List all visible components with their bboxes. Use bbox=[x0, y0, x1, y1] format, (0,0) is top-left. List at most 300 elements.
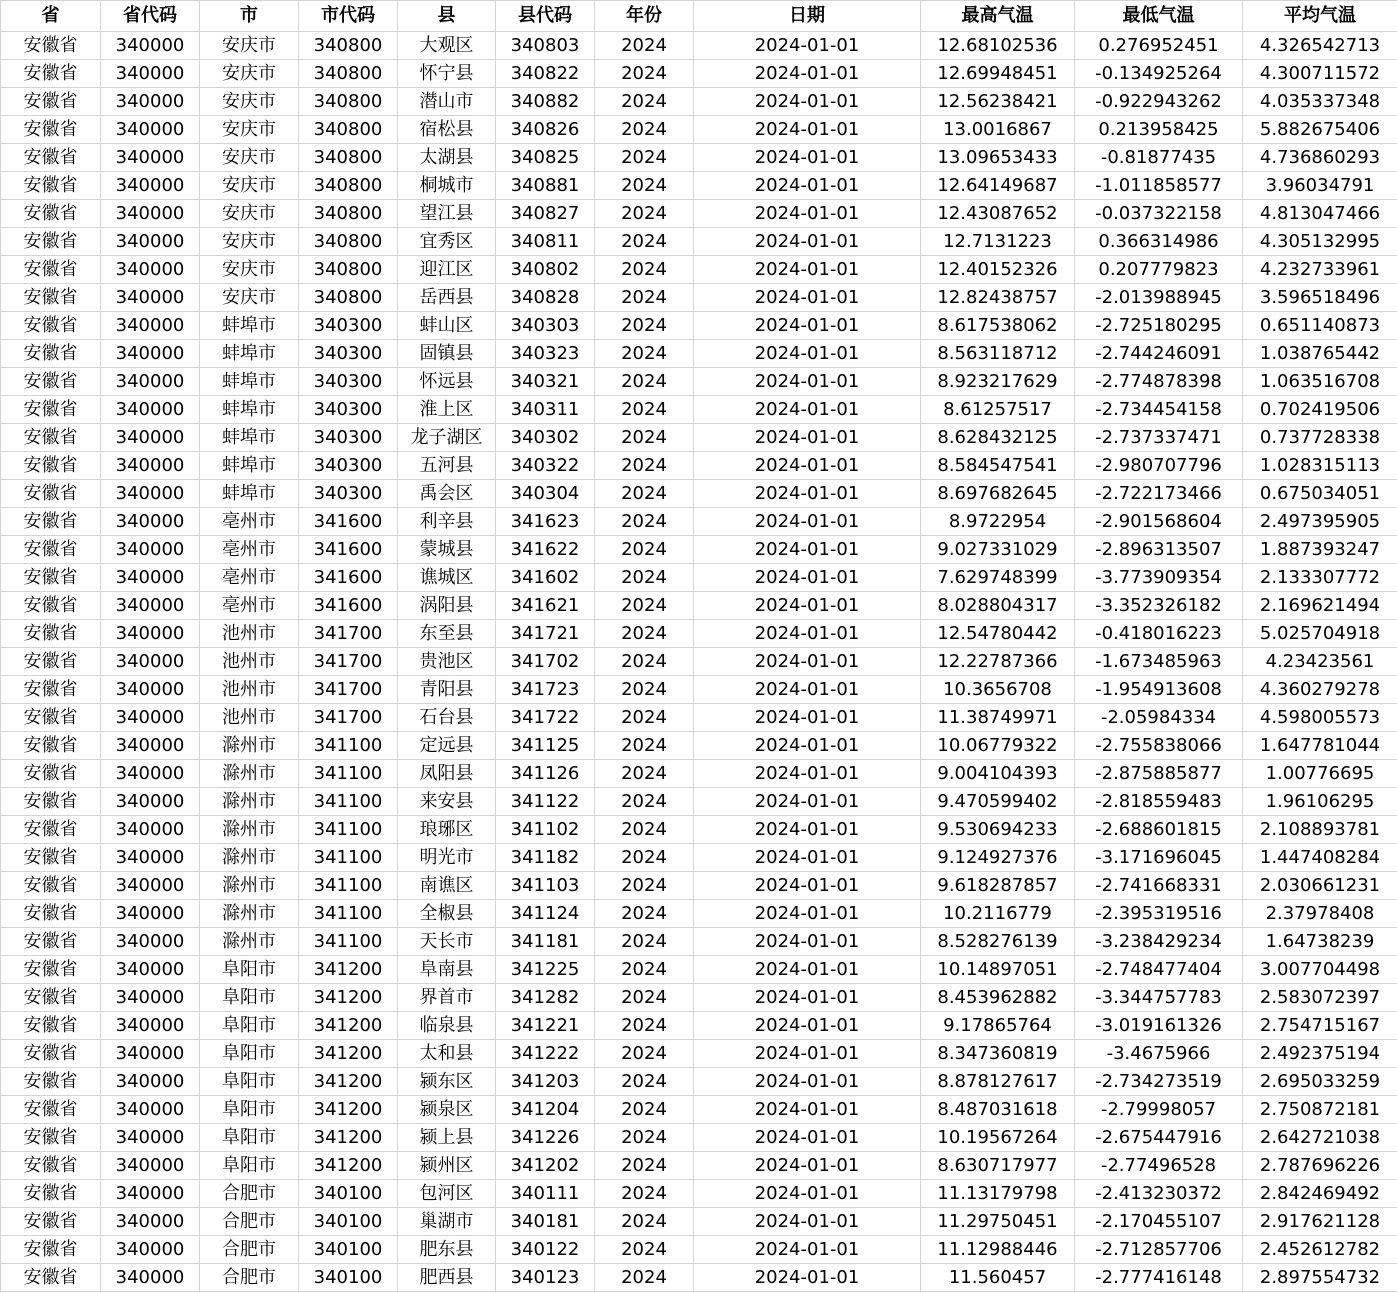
cell-min-temp[interactable]: -2.79998057 bbox=[1075, 1096, 1243, 1124]
cell-avg-temp[interactable]: 2.897554732 bbox=[1243, 1264, 1397, 1292]
cell-province-code[interactable]: 340000 bbox=[101, 984, 200, 1012]
cell-max-temp[interactable]: 12.54780442 bbox=[921, 620, 1075, 648]
cell-city[interactable]: 滁州市 bbox=[200, 788, 299, 816]
cell-max-temp[interactable]: 8.617538062 bbox=[921, 312, 1075, 340]
cell-county[interactable]: 贵池区 bbox=[398, 648, 496, 676]
cell-date[interactable]: 2024-01-01 bbox=[694, 1236, 921, 1264]
cell-city-code[interactable]: 340300 bbox=[299, 340, 398, 368]
cell-county[interactable]: 宜秀区 bbox=[398, 228, 496, 256]
cell-min-temp[interactable]: -2.896313507 bbox=[1075, 536, 1243, 564]
cell-min-temp[interactable]: -2.741668331 bbox=[1075, 872, 1243, 900]
cell-date[interactable]: 2024-01-01 bbox=[694, 984, 921, 1012]
cell-city-code[interactable]: 341700 bbox=[299, 620, 398, 648]
cell-province[interactable]: 安徽省 bbox=[1, 1096, 101, 1124]
cell-province[interactable]: 安徽省 bbox=[1, 88, 101, 116]
cell-city[interactable]: 安庆市 bbox=[200, 172, 299, 200]
cell-city[interactable]: 安庆市 bbox=[200, 284, 299, 312]
cell-date[interactable]: 2024-01-01 bbox=[694, 956, 921, 984]
column-header-province[interactable]: 省 bbox=[1, 1, 101, 32]
cell-year[interactable]: 2024 bbox=[595, 900, 694, 928]
cell-city-code[interactable]: 340100 bbox=[299, 1264, 398, 1292]
cell-province-code[interactable]: 340000 bbox=[101, 60, 200, 88]
cell-avg-temp[interactable]: 4.23423561 bbox=[1243, 648, 1397, 676]
cell-year[interactable]: 2024 bbox=[595, 760, 694, 788]
cell-avg-temp[interactable]: 0.651140873 bbox=[1243, 312, 1397, 340]
column-header-county-code[interactable]: 县代码 bbox=[496, 1, 595, 32]
cell-province[interactable]: 安徽省 bbox=[1, 1012, 101, 1040]
cell-city-code[interactable]: 340800 bbox=[299, 284, 398, 312]
cell-avg-temp[interactable]: 4.736860293 bbox=[1243, 144, 1397, 172]
cell-avg-temp[interactable]: 1.063516708 bbox=[1243, 368, 1397, 396]
cell-avg-temp[interactable]: 2.842469492 bbox=[1243, 1180, 1397, 1208]
cell-date[interactable]: 2024-01-01 bbox=[694, 928, 921, 956]
cell-province[interactable]: 安徽省 bbox=[1, 1180, 101, 1208]
cell-city[interactable]: 滁州市 bbox=[200, 844, 299, 872]
cell-year[interactable]: 2024 bbox=[595, 172, 694, 200]
cell-avg-temp[interactable]: 2.37978408 bbox=[1243, 900, 1397, 928]
cell-county[interactable]: 巢湖市 bbox=[398, 1208, 496, 1236]
cell-county-code[interactable]: 341203 bbox=[496, 1068, 595, 1096]
cell-min-temp[interactable]: -2.748477404 bbox=[1075, 956, 1243, 984]
cell-city[interactable]: 池州市 bbox=[200, 704, 299, 732]
cell-city[interactable]: 安庆市 bbox=[200, 200, 299, 228]
cell-city[interactable]: 亳州市 bbox=[200, 592, 299, 620]
cell-county[interactable]: 岳西县 bbox=[398, 284, 496, 312]
column-header-city-code[interactable]: 市代码 bbox=[299, 1, 398, 32]
cell-avg-temp[interactable]: 2.695033259 bbox=[1243, 1068, 1397, 1096]
cell-city[interactable]: 滁州市 bbox=[200, 732, 299, 760]
cell-avg-temp[interactable]: 4.035337348 bbox=[1243, 88, 1397, 116]
cell-min-temp[interactable]: -0.134925264 bbox=[1075, 60, 1243, 88]
cell-date[interactable]: 2024-01-01 bbox=[694, 1124, 921, 1152]
column-header-county[interactable]: 县 bbox=[398, 1, 496, 32]
cell-max-temp[interactable]: 8.628432125 bbox=[921, 424, 1075, 452]
cell-max-temp[interactable]: 12.68102536 bbox=[921, 32, 1075, 60]
cell-province[interactable]: 安徽省 bbox=[1, 60, 101, 88]
cell-county[interactable]: 包河区 bbox=[398, 1180, 496, 1208]
cell-date[interactable]: 2024-01-01 bbox=[694, 816, 921, 844]
cell-min-temp[interactable]: -0.81877435 bbox=[1075, 144, 1243, 172]
cell-max-temp[interactable]: 13.0016867 bbox=[921, 116, 1075, 144]
cell-county-code[interactable]: 341702 bbox=[496, 648, 595, 676]
cell-date[interactable]: 2024-01-01 bbox=[694, 564, 921, 592]
cell-city[interactable]: 安庆市 bbox=[200, 116, 299, 144]
cell-max-temp[interactable]: 10.2116779 bbox=[921, 900, 1075, 928]
cell-province[interactable]: 安徽省 bbox=[1, 1208, 101, 1236]
cell-city-code[interactable]: 340300 bbox=[299, 396, 398, 424]
cell-min-temp[interactable]: 0.207779823 bbox=[1075, 256, 1243, 284]
cell-city-code[interactable]: 340100 bbox=[299, 1180, 398, 1208]
cell-year[interactable]: 2024 bbox=[595, 704, 694, 732]
cell-province-code[interactable]: 340000 bbox=[101, 88, 200, 116]
cell-province[interactable]: 安徽省 bbox=[1, 144, 101, 172]
cell-min-temp[interactable]: -0.922943262 bbox=[1075, 88, 1243, 116]
cell-county-code[interactable]: 340828 bbox=[496, 284, 595, 312]
cell-county-code[interactable]: 341721 bbox=[496, 620, 595, 648]
cell-province-code[interactable]: 340000 bbox=[101, 1096, 200, 1124]
cell-county[interactable]: 青阳县 bbox=[398, 676, 496, 704]
cell-avg-temp[interactable]: 1.038765442 bbox=[1243, 340, 1397, 368]
cell-county-code[interactable]: 341282 bbox=[496, 984, 595, 1012]
cell-province[interactable]: 安徽省 bbox=[1, 984, 101, 1012]
cell-avg-temp[interactable]: 4.232733961 bbox=[1243, 256, 1397, 284]
cell-year[interactable]: 2024 bbox=[595, 564, 694, 592]
cell-county[interactable]: 临泉县 bbox=[398, 1012, 496, 1040]
cell-min-temp[interactable]: -1.954913608 bbox=[1075, 676, 1243, 704]
cell-county[interactable]: 涡阳县 bbox=[398, 592, 496, 620]
cell-city-code[interactable]: 341600 bbox=[299, 592, 398, 620]
cell-max-temp[interactable]: 8.487031618 bbox=[921, 1096, 1075, 1124]
cell-year[interactable]: 2024 bbox=[595, 368, 694, 396]
cell-min-temp[interactable]: -2.777416148 bbox=[1075, 1264, 1243, 1292]
cell-city[interactable]: 合肥市 bbox=[200, 1236, 299, 1264]
cell-year[interactable]: 2024 bbox=[595, 1180, 694, 1208]
cell-date[interactable]: 2024-01-01 bbox=[694, 1152, 921, 1180]
cell-year[interactable]: 2024 bbox=[595, 200, 694, 228]
cell-county-code[interactable]: 341125 bbox=[496, 732, 595, 760]
cell-min-temp[interactable]: 0.213958425 bbox=[1075, 116, 1243, 144]
cell-county-code[interactable]: 341102 bbox=[496, 816, 595, 844]
cell-county[interactable]: 全椒县 bbox=[398, 900, 496, 928]
cell-avg-temp[interactable]: 0.737728338 bbox=[1243, 424, 1397, 452]
cell-province[interactable]: 安徽省 bbox=[1, 592, 101, 620]
cell-province-code[interactable]: 340000 bbox=[101, 256, 200, 284]
cell-province[interactable]: 安徽省 bbox=[1, 424, 101, 452]
cell-year[interactable]: 2024 bbox=[595, 1152, 694, 1180]
cell-avg-temp[interactable]: 2.169621494 bbox=[1243, 592, 1397, 620]
cell-province-code[interactable]: 340000 bbox=[101, 788, 200, 816]
cell-province-code[interactable]: 340000 bbox=[101, 592, 200, 620]
cell-max-temp[interactable]: 12.64149687 bbox=[921, 172, 1075, 200]
cell-province[interactable]: 安徽省 bbox=[1, 284, 101, 312]
cell-city-code[interactable]: 340300 bbox=[299, 312, 398, 340]
cell-max-temp[interactable]: 10.19567264 bbox=[921, 1124, 1075, 1152]
cell-province[interactable]: 安徽省 bbox=[1, 452, 101, 480]
cell-province-code[interactable]: 340000 bbox=[101, 452, 200, 480]
cell-max-temp[interactable]: 13.09653433 bbox=[921, 144, 1075, 172]
cell-year[interactable]: 2024 bbox=[595, 676, 694, 704]
cell-city[interactable]: 安庆市 bbox=[200, 60, 299, 88]
cell-province[interactable]: 安徽省 bbox=[1, 256, 101, 284]
cell-province-code[interactable]: 340000 bbox=[101, 144, 200, 172]
cell-city[interactable]: 蚌埠市 bbox=[200, 368, 299, 396]
cell-province-code[interactable]: 340000 bbox=[101, 1152, 200, 1180]
cell-max-temp[interactable]: 9.17865764 bbox=[921, 1012, 1075, 1040]
cell-year[interactable]: 2024 bbox=[595, 816, 694, 844]
cell-min-temp[interactable]: -2.875885877 bbox=[1075, 760, 1243, 788]
cell-province[interactable]: 安徽省 bbox=[1, 928, 101, 956]
column-header-date[interactable]: 日期 bbox=[694, 1, 921, 32]
cell-province[interactable]: 安徽省 bbox=[1, 620, 101, 648]
cell-province[interactable]: 安徽省 bbox=[1, 396, 101, 424]
cell-province-code[interactable]: 340000 bbox=[101, 396, 200, 424]
cell-county[interactable]: 来安县 bbox=[398, 788, 496, 816]
cell-province[interactable]: 安徽省 bbox=[1, 1236, 101, 1264]
cell-province[interactable]: 安徽省 bbox=[1, 788, 101, 816]
cell-province[interactable]: 安徽省 bbox=[1, 172, 101, 200]
cell-min-temp[interactable]: -2.737337471 bbox=[1075, 424, 1243, 452]
cell-min-temp[interactable]: -2.744246091 bbox=[1075, 340, 1243, 368]
cell-avg-temp[interactable]: 4.360279278 bbox=[1243, 676, 1397, 704]
cell-avg-temp[interactable]: 2.787696226 bbox=[1243, 1152, 1397, 1180]
cell-max-temp[interactable]: 12.56238421 bbox=[921, 88, 1075, 116]
cell-county[interactable]: 南谯区 bbox=[398, 872, 496, 900]
cell-city-code[interactable]: 340100 bbox=[299, 1208, 398, 1236]
cell-avg-temp[interactable]: 1.447408284 bbox=[1243, 844, 1397, 872]
cell-year[interactable]: 2024 bbox=[595, 480, 694, 508]
cell-city[interactable]: 滁州市 bbox=[200, 816, 299, 844]
cell-province[interactable]: 安徽省 bbox=[1, 564, 101, 592]
cell-year[interactable]: 2024 bbox=[595, 1040, 694, 1068]
cell-max-temp[interactable]: 8.61257517 bbox=[921, 396, 1075, 424]
cell-county-code[interactable]: 340825 bbox=[496, 144, 595, 172]
cell-min-temp[interactable]: -2.818559483 bbox=[1075, 788, 1243, 816]
cell-city[interactable]: 阜阳市 bbox=[200, 1096, 299, 1124]
cell-year[interactable]: 2024 bbox=[595, 984, 694, 1012]
cell-max-temp[interactable]: 11.29750451 bbox=[921, 1208, 1075, 1236]
cell-min-temp[interactable]: -2.755838066 bbox=[1075, 732, 1243, 760]
cell-avg-temp[interactable]: 2.133307772 bbox=[1243, 564, 1397, 592]
cell-max-temp[interactable]: 12.69948451 bbox=[921, 60, 1075, 88]
cell-county[interactable]: 阜南县 bbox=[398, 956, 496, 984]
cell-province-code[interactable]: 340000 bbox=[101, 1236, 200, 1264]
cell-max-temp[interactable]: 8.630717977 bbox=[921, 1152, 1075, 1180]
cell-date[interactable]: 2024-01-01 bbox=[694, 480, 921, 508]
cell-county[interactable]: 琅琊区 bbox=[398, 816, 496, 844]
cell-min-temp[interactable]: -2.688601815 bbox=[1075, 816, 1243, 844]
cell-avg-temp[interactable]: 2.497395905 bbox=[1243, 508, 1397, 536]
cell-max-temp[interactable]: 9.470599402 bbox=[921, 788, 1075, 816]
cell-min-temp[interactable]: -2.395319516 bbox=[1075, 900, 1243, 928]
cell-min-temp[interactable]: -2.734454158 bbox=[1075, 396, 1243, 424]
cell-avg-temp[interactable]: 1.96106295 bbox=[1243, 788, 1397, 816]
cell-county-code[interactable]: 341622 bbox=[496, 536, 595, 564]
cell-county-code[interactable]: 341122 bbox=[496, 788, 595, 816]
cell-max-temp[interactable]: 11.13179798 bbox=[921, 1180, 1075, 1208]
cell-city[interactable]: 合肥市 bbox=[200, 1208, 299, 1236]
cell-county-code[interactable]: 341103 bbox=[496, 872, 595, 900]
cell-max-temp[interactable]: 8.528276139 bbox=[921, 928, 1075, 956]
cell-city[interactable]: 滁州市 bbox=[200, 928, 299, 956]
cell-avg-temp[interactable]: 5.882675406 bbox=[1243, 116, 1397, 144]
cell-max-temp[interactable]: 9.618287857 bbox=[921, 872, 1075, 900]
cell-year[interactable]: 2024 bbox=[595, 536, 694, 564]
cell-province[interactable]: 安徽省 bbox=[1, 508, 101, 536]
cell-date[interactable]: 2024-01-01 bbox=[694, 284, 921, 312]
cell-city[interactable]: 蚌埠市 bbox=[200, 424, 299, 452]
cell-city[interactable]: 安庆市 bbox=[200, 32, 299, 60]
cell-year[interactable]: 2024 bbox=[595, 424, 694, 452]
column-header-province-code[interactable]: 省代码 bbox=[101, 1, 200, 32]
cell-year[interactable]: 2024 bbox=[595, 396, 694, 424]
cell-max-temp[interactable]: 12.82438757 bbox=[921, 284, 1075, 312]
cell-county-code[interactable]: 341222 bbox=[496, 1040, 595, 1068]
cell-year[interactable]: 2024 bbox=[595, 256, 694, 284]
cell-province-code[interactable]: 340000 bbox=[101, 200, 200, 228]
cell-province-code[interactable]: 340000 bbox=[101, 760, 200, 788]
cell-province-code[interactable]: 340000 bbox=[101, 424, 200, 452]
cell-province[interactable]: 安徽省 bbox=[1, 32, 101, 60]
cell-city-code[interactable]: 341100 bbox=[299, 732, 398, 760]
cell-city-code[interactable]: 340300 bbox=[299, 424, 398, 452]
cell-province[interactable]: 安徽省 bbox=[1, 1124, 101, 1152]
cell-city[interactable]: 池州市 bbox=[200, 648, 299, 676]
cell-min-temp[interactable]: -1.673485963 bbox=[1075, 648, 1243, 676]
cell-city-code[interactable]: 341200 bbox=[299, 1068, 398, 1096]
cell-city-code[interactable]: 341600 bbox=[299, 508, 398, 536]
cell-avg-temp[interactable]: 3.596518496 bbox=[1243, 284, 1397, 312]
cell-city-code[interactable]: 341100 bbox=[299, 900, 398, 928]
cell-county[interactable]: 肥西县 bbox=[398, 1264, 496, 1292]
cell-city[interactable]: 阜阳市 bbox=[200, 1124, 299, 1152]
cell-city-code[interactable]: 340800 bbox=[299, 200, 398, 228]
cell-county[interactable]: 迎江区 bbox=[398, 256, 496, 284]
cell-min-temp[interactable]: 0.276952451 bbox=[1075, 32, 1243, 60]
cell-province-code[interactable]: 340000 bbox=[101, 872, 200, 900]
cell-province-code[interactable]: 340000 bbox=[101, 1012, 200, 1040]
cell-avg-temp[interactable]: 2.030661231 bbox=[1243, 872, 1397, 900]
column-header-city[interactable]: 市 bbox=[200, 1, 299, 32]
cell-county-code[interactable]: 340822 bbox=[496, 60, 595, 88]
cell-max-temp[interactable]: 10.3656708 bbox=[921, 676, 1075, 704]
cell-city-code[interactable]: 341200 bbox=[299, 1040, 398, 1068]
cell-date[interactable]: 2024-01-01 bbox=[694, 704, 921, 732]
cell-year[interactable]: 2024 bbox=[595, 872, 694, 900]
cell-year[interactable]: 2024 bbox=[595, 928, 694, 956]
column-header-year[interactable]: 年份 bbox=[595, 1, 694, 32]
cell-city[interactable]: 阜阳市 bbox=[200, 1152, 299, 1180]
cell-avg-temp[interactable]: 5.025704918 bbox=[1243, 620, 1397, 648]
cell-min-temp[interactable]: -2.722173466 bbox=[1075, 480, 1243, 508]
cell-province-code[interactable]: 340000 bbox=[101, 732, 200, 760]
cell-date[interactable]: 2024-01-01 bbox=[694, 1040, 921, 1068]
cell-county-code[interactable]: 340881 bbox=[496, 172, 595, 200]
cell-avg-temp[interactable]: 4.813047466 bbox=[1243, 200, 1397, 228]
cell-city[interactable]: 安庆市 bbox=[200, 88, 299, 116]
cell-city-code[interactable]: 341200 bbox=[299, 1124, 398, 1152]
cell-county[interactable]: 石台县 bbox=[398, 704, 496, 732]
cell-county[interactable]: 五河县 bbox=[398, 452, 496, 480]
cell-avg-temp[interactable]: 1.64738239 bbox=[1243, 928, 1397, 956]
cell-county-code[interactable]: 340181 bbox=[496, 1208, 595, 1236]
cell-year[interactable]: 2024 bbox=[595, 732, 694, 760]
cell-city-code[interactable]: 340800 bbox=[299, 256, 398, 284]
cell-max-temp[interactable]: 11.12988446 bbox=[921, 1236, 1075, 1264]
cell-city-code[interactable]: 340800 bbox=[299, 144, 398, 172]
column-header-avg-temp[interactable]: 平均气温 bbox=[1243, 1, 1397, 32]
cell-date[interactable]: 2024-01-01 bbox=[694, 536, 921, 564]
cell-county[interactable]: 太和县 bbox=[398, 1040, 496, 1068]
cell-max-temp[interactable]: 9.530694233 bbox=[921, 816, 1075, 844]
cell-date[interactable]: 2024-01-01 bbox=[694, 1264, 921, 1292]
cell-city[interactable]: 合肥市 bbox=[200, 1264, 299, 1292]
cell-county-code[interactable]: 340302 bbox=[496, 424, 595, 452]
cell-county[interactable]: 宿松县 bbox=[398, 116, 496, 144]
cell-min-temp[interactable]: -2.725180295 bbox=[1075, 312, 1243, 340]
cell-county[interactable]: 利辛县 bbox=[398, 508, 496, 536]
cell-city[interactable]: 滁州市 bbox=[200, 872, 299, 900]
cell-county[interactable]: 界首市 bbox=[398, 984, 496, 1012]
cell-county-code[interactable]: 341124 bbox=[496, 900, 595, 928]
cell-city-code[interactable]: 341100 bbox=[299, 760, 398, 788]
cell-min-temp[interactable]: -3.344757783 bbox=[1075, 984, 1243, 1012]
cell-province-code[interactable]: 340000 bbox=[101, 340, 200, 368]
cell-min-temp[interactable]: -2.013988945 bbox=[1075, 284, 1243, 312]
cell-province-code[interactable]: 340000 bbox=[101, 676, 200, 704]
cell-county[interactable]: 怀远县 bbox=[398, 368, 496, 396]
cell-max-temp[interactable]: 8.923217629 bbox=[921, 368, 1075, 396]
cell-county[interactable]: 蒙城县 bbox=[398, 536, 496, 564]
cell-city[interactable]: 蚌埠市 bbox=[200, 340, 299, 368]
cell-city-code[interactable]: 340300 bbox=[299, 368, 398, 396]
cell-county-code[interactable]: 341182 bbox=[496, 844, 595, 872]
cell-max-temp[interactable]: 10.06779322 bbox=[921, 732, 1075, 760]
cell-county[interactable]: 定远县 bbox=[398, 732, 496, 760]
cell-county[interactable]: 东至县 bbox=[398, 620, 496, 648]
cell-county[interactable]: 禹会区 bbox=[398, 480, 496, 508]
cell-year[interactable]: 2024 bbox=[595, 32, 694, 60]
cell-county[interactable]: 谯城区 bbox=[398, 564, 496, 592]
cell-city-code[interactable]: 341700 bbox=[299, 648, 398, 676]
cell-min-temp[interactable]: -3.4675966 bbox=[1075, 1040, 1243, 1068]
cell-county-code[interactable]: 340826 bbox=[496, 116, 595, 144]
cell-year[interactable]: 2024 bbox=[595, 1208, 694, 1236]
cell-county[interactable]: 颍东区 bbox=[398, 1068, 496, 1096]
cell-province[interactable]: 安徽省 bbox=[1, 1264, 101, 1292]
cell-avg-temp[interactable]: 3.96034791 bbox=[1243, 172, 1397, 200]
cell-county[interactable]: 怀宁县 bbox=[398, 60, 496, 88]
cell-city-code[interactable]: 341600 bbox=[299, 536, 398, 564]
cell-county-code[interactable]: 340123 bbox=[496, 1264, 595, 1292]
cell-city-code[interactable]: 341100 bbox=[299, 844, 398, 872]
cell-avg-temp[interactable]: 0.702419506 bbox=[1243, 396, 1397, 424]
cell-county-code[interactable]: 340111 bbox=[496, 1180, 595, 1208]
cell-city-code[interactable]: 341100 bbox=[299, 788, 398, 816]
cell-county[interactable]: 肥东县 bbox=[398, 1236, 496, 1264]
cell-province[interactable]: 安徽省 bbox=[1, 480, 101, 508]
cell-date[interactable]: 2024-01-01 bbox=[694, 452, 921, 480]
cell-county[interactable]: 潜山市 bbox=[398, 88, 496, 116]
cell-avg-temp[interactable]: 2.917621128 bbox=[1243, 1208, 1397, 1236]
cell-county-code[interactable]: 341221 bbox=[496, 1012, 595, 1040]
cell-city[interactable]: 亳州市 bbox=[200, 564, 299, 592]
cell-avg-temp[interactable]: 1.028315113 bbox=[1243, 452, 1397, 480]
cell-city[interactable]: 蚌埠市 bbox=[200, 396, 299, 424]
cell-province[interactable]: 安徽省 bbox=[1, 676, 101, 704]
cell-city[interactable]: 池州市 bbox=[200, 676, 299, 704]
cell-year[interactable]: 2024 bbox=[595, 340, 694, 368]
cell-city[interactable]: 阜阳市 bbox=[200, 1040, 299, 1068]
cell-city-code[interactable]: 341600 bbox=[299, 564, 398, 592]
cell-avg-temp[interactable]: 2.452612782 bbox=[1243, 1236, 1397, 1264]
cell-province[interactable]: 安徽省 bbox=[1, 1152, 101, 1180]
cell-min-temp[interactable]: 0.366314986 bbox=[1075, 228, 1243, 256]
cell-city-code[interactable]: 341100 bbox=[299, 928, 398, 956]
cell-county[interactable]: 颍泉区 bbox=[398, 1096, 496, 1124]
cell-max-temp[interactable]: 11.560457 bbox=[921, 1264, 1075, 1292]
cell-province-code[interactable]: 340000 bbox=[101, 32, 200, 60]
cell-year[interactable]: 2024 bbox=[595, 1096, 694, 1124]
cell-date[interactable]: 2024-01-01 bbox=[694, 424, 921, 452]
cell-date[interactable]: 2024-01-01 bbox=[694, 760, 921, 788]
cell-county[interactable]: 桐城市 bbox=[398, 172, 496, 200]
cell-city-code[interactable]: 340800 bbox=[299, 116, 398, 144]
cell-date[interactable]: 2024-01-01 bbox=[694, 88, 921, 116]
cell-county[interactable]: 天长市 bbox=[398, 928, 496, 956]
cell-city-code[interactable]: 341200 bbox=[299, 1096, 398, 1124]
cell-city-code[interactable]: 341200 bbox=[299, 1152, 398, 1180]
cell-min-temp[interactable]: -2.413230372 bbox=[1075, 1180, 1243, 1208]
